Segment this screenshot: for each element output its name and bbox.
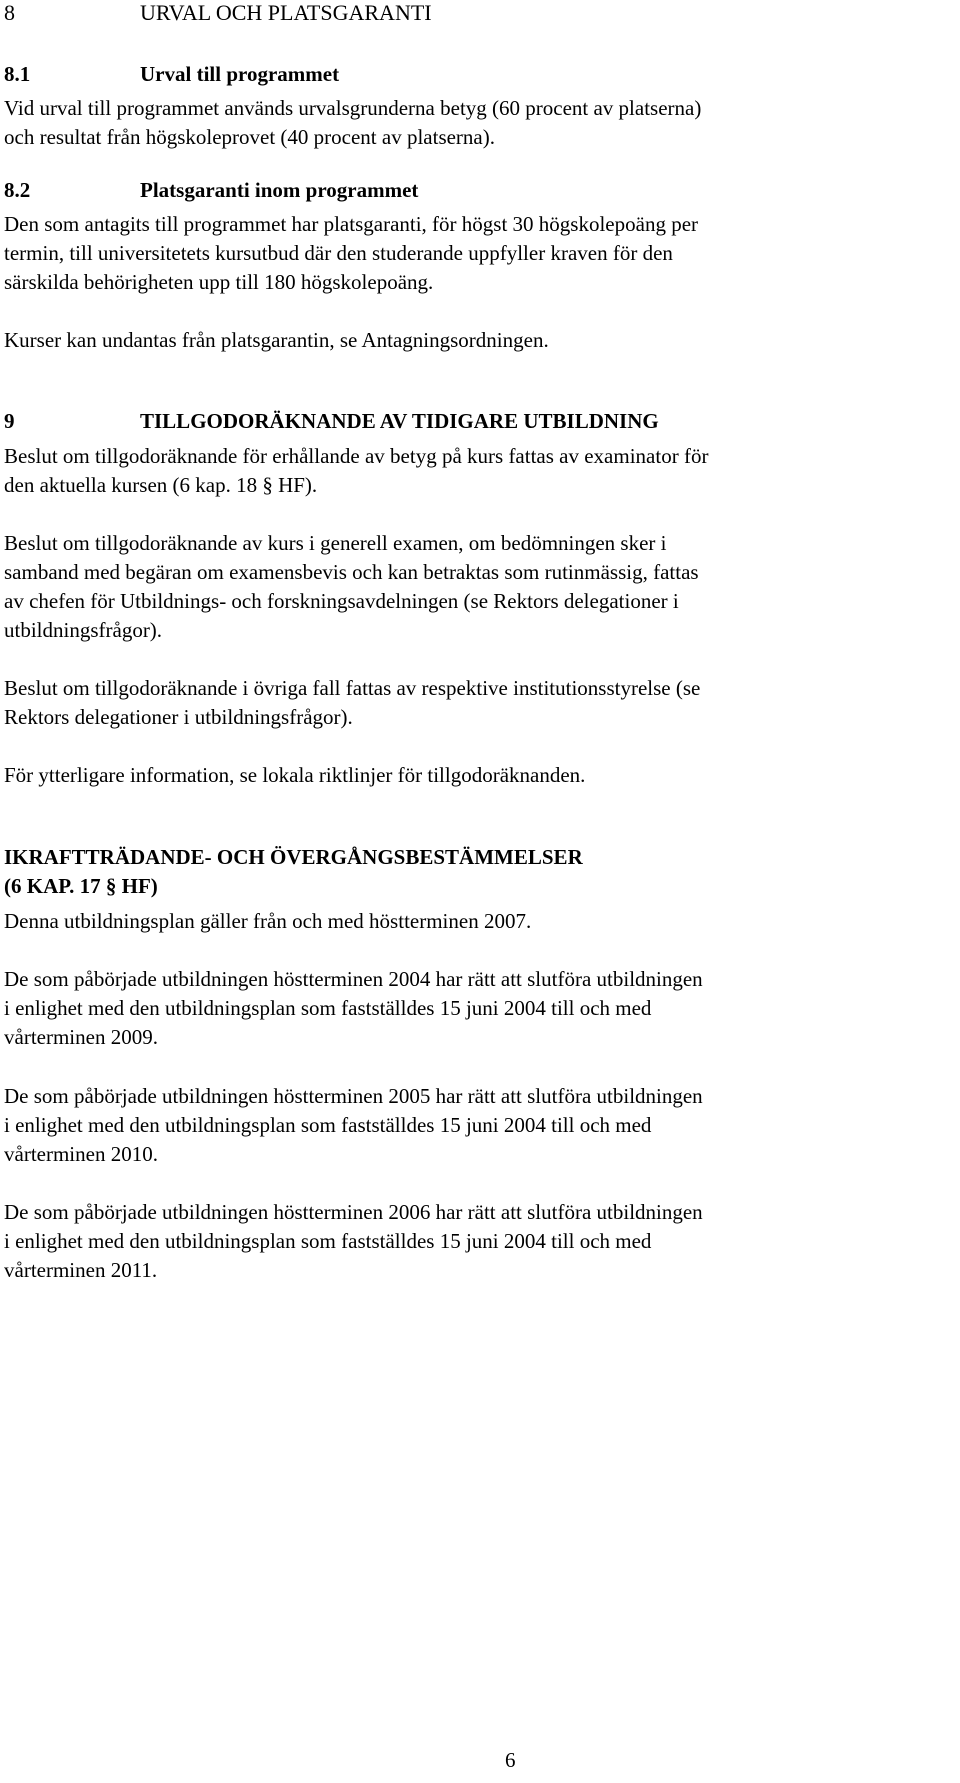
subsection-8-1-title: Urval till programmet [140, 62, 340, 86]
subsection-8-1-heading [4, 60, 944, 89]
paragraph-line: särskilda behörigheten upp till 180 högskolepoäng. [4, 270, 434, 294]
paragraph-line: De som påbörjade utbildningen höstterminen 2006 har rätt att slutföra utbildningen [4, 1200, 703, 1224]
paragraph-line: vårterminen 2011. [4, 1258, 158, 1282]
transition-heading [4, 843, 944, 901]
transition-heading-line-1: IKRAFTTRÄDANDE- OCH ÖVERGÅNGSBESTÄMMELSER [4, 845, 583, 869]
paragraph-line: Vid urval till programmet används urvalsgrunderna betyg (60 procent av platserna) [4, 96, 702, 120]
transition-heading-line-2: (6 KAP. 17 § HF) [4, 874, 158, 898]
subsection-8-2-heading [4, 176, 944, 205]
paragraph-line: vårterminen 2010. [4, 1142, 158, 1166]
paragraph-line: Kurser kan undantas från platsgarantin, se Antagningsordningen. [4, 328, 549, 352]
paragraph-line: De som påbörjade utbildningen höstterminen 2004 har rätt att slutföra utbildningen [4, 967, 703, 991]
subsection-8-2-paragraph [4, 210, 944, 297]
paragraph-line: av chefen för Utbildnings- och forskningsavdelningen (se Rektors delegationer i [4, 589, 679, 613]
section-9-paragraph-1 [4, 442, 944, 500]
subsection-8-2-note [4, 326, 944, 355]
section-9-title: TILLGODORÄKNANDE AV TIDIGARE UTBILDNING [140, 409, 659, 433]
section-9-paragraph-2 [4, 529, 944, 645]
section-8-title: URVAL OCH PLATSGARANTI [140, 0, 432, 25]
paragraph-line: i enlighet med den utbildningsplan som fastställdes 15 juni 2004 till och med [4, 1113, 652, 1137]
paragraph-line: För ytterligare information, se lokala riktlinjer för tillgodoräknanden. [4, 763, 586, 787]
transition-intro [4, 907, 944, 936]
transition-paragraph-1 [4, 965, 944, 1052]
paragraph-line: i enlighet med den utbildningsplan som fastställdes 15 juni 2004 till och med [4, 1229, 652, 1253]
paragraph-line: De som påbörjade utbildningen höstterminen 2005 har rätt att slutföra utbildningen [4, 1084, 703, 1108]
section-8-heading [4, 0, 944, 27]
section-9-number: 9 [4, 409, 15, 433]
subsection-8-2-title: Platsgaranti inom programmet [140, 178, 419, 202]
transition-paragraph-3 [4, 1198, 944, 1285]
paragraph-line: samband med begäran om examensbevis och kan betraktas som rutinmässig, fattas [4, 560, 699, 584]
paragraph-line: och resultat från högskoleprovet (40 procent av platserna). [4, 125, 495, 149]
subsection-8-1-paragraph [4, 94, 944, 152]
paragraph-line: vårterminen 2009. [4, 1025, 158, 1049]
transition-paragraph-2 [4, 1082, 944, 1169]
paragraph-line: den aktuella kursen (6 kap. 18 § HF). [4, 473, 318, 497]
subsection-8-1-number: 8.1 [4, 62, 31, 86]
paragraph-line: utbildningsfrågor). [4, 618, 163, 642]
paragraph-line: Beslut om tillgodoräknande av kurs i generell examen, om bedömningen sker i [4, 531, 667, 555]
paragraph-line: i enlighet med den utbildningsplan som fastställdes 15 juni 2004 till och med [4, 996, 652, 1020]
section-8-number: 8 [4, 0, 15, 25]
paragraph-line: Beslut om tillgodoräknande i övriga fall fattas av respektive institutionsstyrelse (se [4, 676, 701, 700]
paragraph-line: Rektors delegationer i utbildningsfrågor). [4, 705, 353, 729]
section-9-paragraph-4 [4, 761, 944, 790]
paragraph-line: termin, till universitetets kursutbud där den studerande uppfyller kraven för den [4, 241, 673, 265]
page-number: 6 [505, 1748, 516, 1772]
section-9-paragraph-3 [4, 674, 944, 732]
subsection-8-2-number: 8.2 [4, 178, 31, 202]
paragraph-line: Denna utbildningsplan gäller från och med höstterminen 2007. [4, 909, 532, 933]
paragraph-line: Beslut om tillgodoräknande för erhållande av betyg på kurs fattas av examinator för [4, 444, 709, 468]
paragraph-line: Den som antagits till programmet har platsgaranti, för högst 30 högskolepoäng per [4, 212, 699, 236]
section-9-heading [4, 407, 944, 436]
